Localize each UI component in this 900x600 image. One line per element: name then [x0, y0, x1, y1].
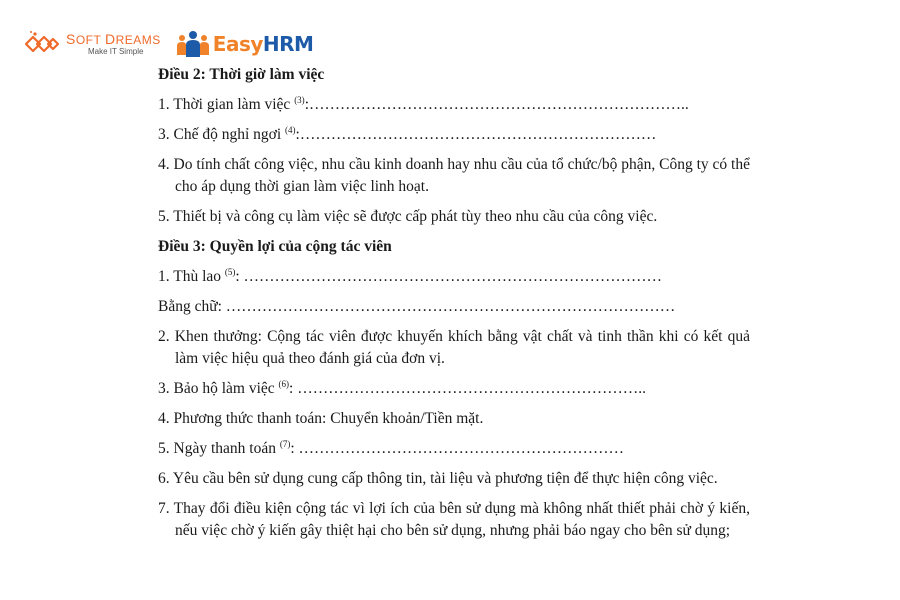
footnote-ref: (3) — [294, 95, 305, 105]
a3-item-request-info: 6. Yêu cầu bên sử dụng cung cấp thông tin, tài liệu và phương tiện để thực hiện công việc. — [158, 470, 718, 487]
a2-item-equipment: 5. Thiết bị và công cụ làm việc sẽ được cấp phát tùy theo nhu cầu của công việc. — [158, 208, 658, 225]
a3-item-bonus: 2. Khen thưởng: Cộng tác viên được khuyến khích bằng vật chất và tinh thần khi có kết quả làm việc hiệu quả theo đánh giá của đơn vị. — [158, 328, 750, 367]
easyhrm-logo-icon — [175, 29, 211, 59]
footnote-ref: (4) — [285, 125, 296, 135]
a3-item-payment-method: 4. Phương thức thanh toán: Chuyển khoản/Tiền mặt. — [158, 410, 484, 427]
contract-document — [158, 64, 750, 550]
footnote-ref: (7) — [279, 439, 291, 449]
a3-item-in-words: Bằng chữ: …………………………………………………………………………… — [158, 298, 676, 315]
a2-item-rest-regime: 3. Chế độ nghỉ ngơi $^{(4)}$:…………………………………………………………… — [158, 125, 657, 143]
softdreams-logo — [22, 29, 161, 59]
a3-item-change-conditions: 7. Thay đổi điều kiện cộng tác vì lợi ích của bên sử dụng mà không nhất thiết phải chờ ý kiến, nếu việc chờ ý kiến gây thiệt hại cho bên sử dụng, nhưng phải báo ngay cho bên sử dụng; — [158, 500, 750, 539]
easyhrm-name: EasyHRM — [212, 32, 314, 56]
a2-item-working-time: 1. Thời gian làm việc $^{(3)}$:……………………………………………………………….. — [158, 95, 689, 113]
footnote-ref: (6) — [278, 379, 290, 389]
softdreams-name: SOFT DREAMS — [66, 31, 161, 47]
softdreams-logo-icon — [22, 29, 62, 59]
article-2-title: Điều 2: Thời giờ làm việc — [158, 66, 325, 83]
softdreams-tagline: Make IT Simple — [88, 47, 144, 56]
a3-item-remuneration: 1. Thù lao $^{(5)}$: ……………………………………………………………………… — [158, 267, 663, 285]
a2-item-flexible-time: 4. Do tính chất công việc, nhu cầu kinh doanh hay nhu cầu của tổ chức/bộ phận, Công ty có thể cho áp dụng thời gian làm việc linh hoạt. — [158, 156, 750, 195]
article-3-title: Điều 3: Quyền lợi của cộng tác viên — [158, 238, 392, 255]
a3-item-protection: 3. Bảo hộ làm việc $^{(6)}$: ………………………………………………………….. — [158, 379, 646, 397]
header-logos — [22, 24, 313, 64]
a3-item-payment-date: 5. Ngày thanh toán $^{(7)}$: ……………………………………………………… — [158, 439, 625, 457]
footnote-ref: (5) — [224, 267, 236, 277]
easyhrm-logo — [175, 29, 314, 59]
